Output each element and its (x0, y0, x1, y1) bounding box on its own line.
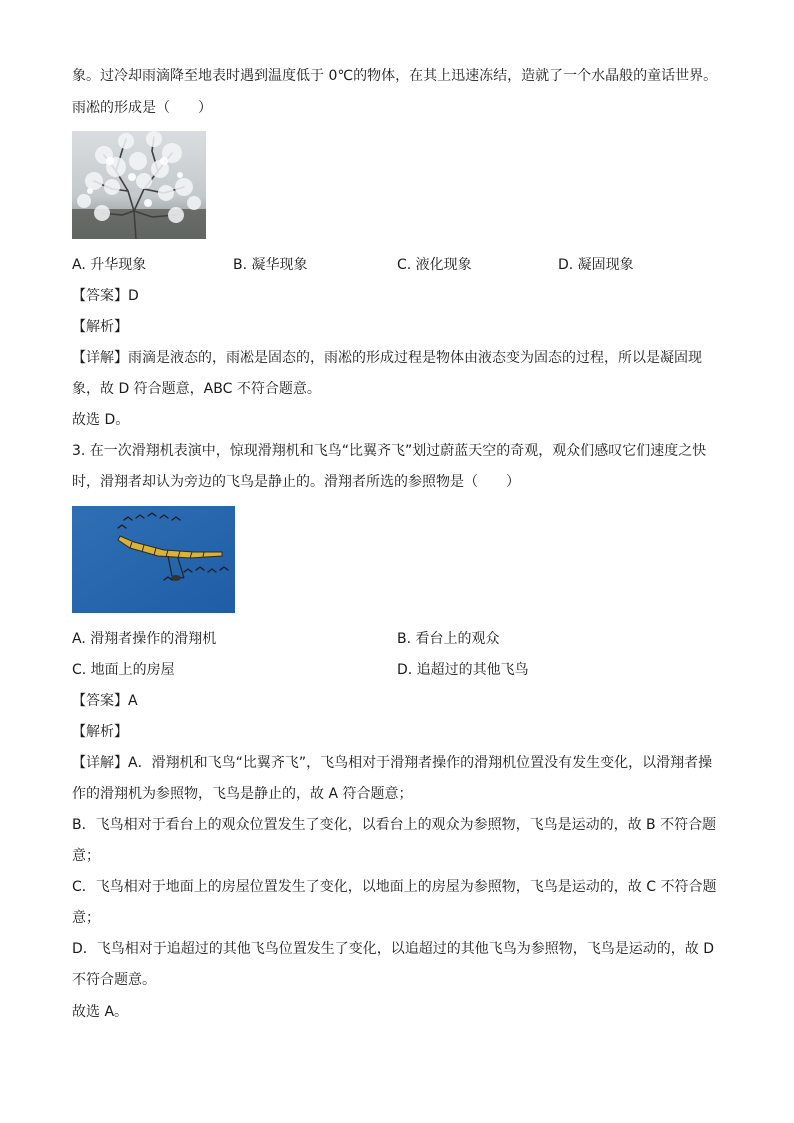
rime-tree-photo (72, 131, 206, 239)
glider-birds-photo (72, 506, 235, 613)
q2-analysis-label: 【解析】 (72, 319, 128, 335)
q2-intro-line: 象。过冷却雨滴降至地表时遇到温度低于 0℃的物体，在其上迅速冻结，造就了一个水晶般的童话世界。 (72, 68, 718, 84)
q2-detail-line: 象，故 D 符合题意，ABC 不符合题意。 (72, 381, 321, 397)
q3-detail-line: D．飞鸟相对于追超过的其他飞鸟位置发生了变化，以追超过的其他飞鸟为参照物，飞鸟是运动的，故 D (72, 941, 715, 957)
q3-detail-line: 作的滑翔机为参照物，飞鸟是静止的，故 A 符合题意； (72, 786, 413, 802)
q3-stem-line: 3. 在一次滑翔机表演中，惊现滑翔机和飞鸟“比翼齐飞”划过蔚蓝天空的奇观，观众们感叹它们速度之快 (72, 443, 707, 459)
q3-detail-line: 不符合题意。 (72, 972, 156, 988)
q3-option-c: C. 地面上的房屋 (72, 662, 175, 678)
q3-detail-line: 意； (72, 848, 100, 864)
q3-stem-line: 时，滑翔者却认为旁边的飞鸟是静止的。滑翔者所选的参照物是（ ） (72, 474, 520, 490)
q2-conclusion: 故选 D。 (72, 412, 130, 428)
q3-option-d: D. 追超过的其他飞鸟 (397, 662, 529, 678)
q2-option-d: D. 凝固现象 (558, 257, 634, 273)
q3-detail-line: 【详解】A．滑翔机和飞鸟“比翼齐飞”，飞鸟相对于滑翔者操作的滑翔机位置没有发生变化，以滑翔者操 (72, 755, 713, 771)
q3-detail-line: C．飞鸟相对于地面上的房屋位置发生了变化，以地面上的房屋为参照物，飞鸟是运动的，故 C 不符合题 (72, 879, 717, 895)
q3-detail-line: 意； (72, 910, 100, 926)
q3-conclusion: 故选 A。 (72, 1004, 129, 1020)
q2-option-b: B. 凝华现象 (233, 257, 308, 273)
q2-stem: 雨凇的形成是（ ） (72, 100, 212, 116)
q3-analysis-label: 【解析】 (72, 724, 128, 740)
q2-answer: 【答案】D (72, 288, 139, 304)
q2-detail-line: 【详解】雨滴是液态的，雨凇是固态的，雨凇的形成过程是物体由液态变为固态的过程，所以是凝固现 (72, 350, 702, 366)
q3-answer: 【答案】A (72, 693, 138, 709)
q2-option-a: A. 升华现象 (72, 257, 147, 273)
q2-option-c: C. 液化现象 (397, 257, 472, 273)
q3-option-b: B. 看台上的观众 (397, 631, 500, 647)
q3-detail-line: B．飞鸟相对于看台上的观众位置发生了变化，以看台上的观众为参照物，飞鸟是运动的，故 B 不符合题 (72, 817, 717, 833)
q3-option-a: A. 滑翔者操作的滑翔机 (72, 631, 217, 647)
